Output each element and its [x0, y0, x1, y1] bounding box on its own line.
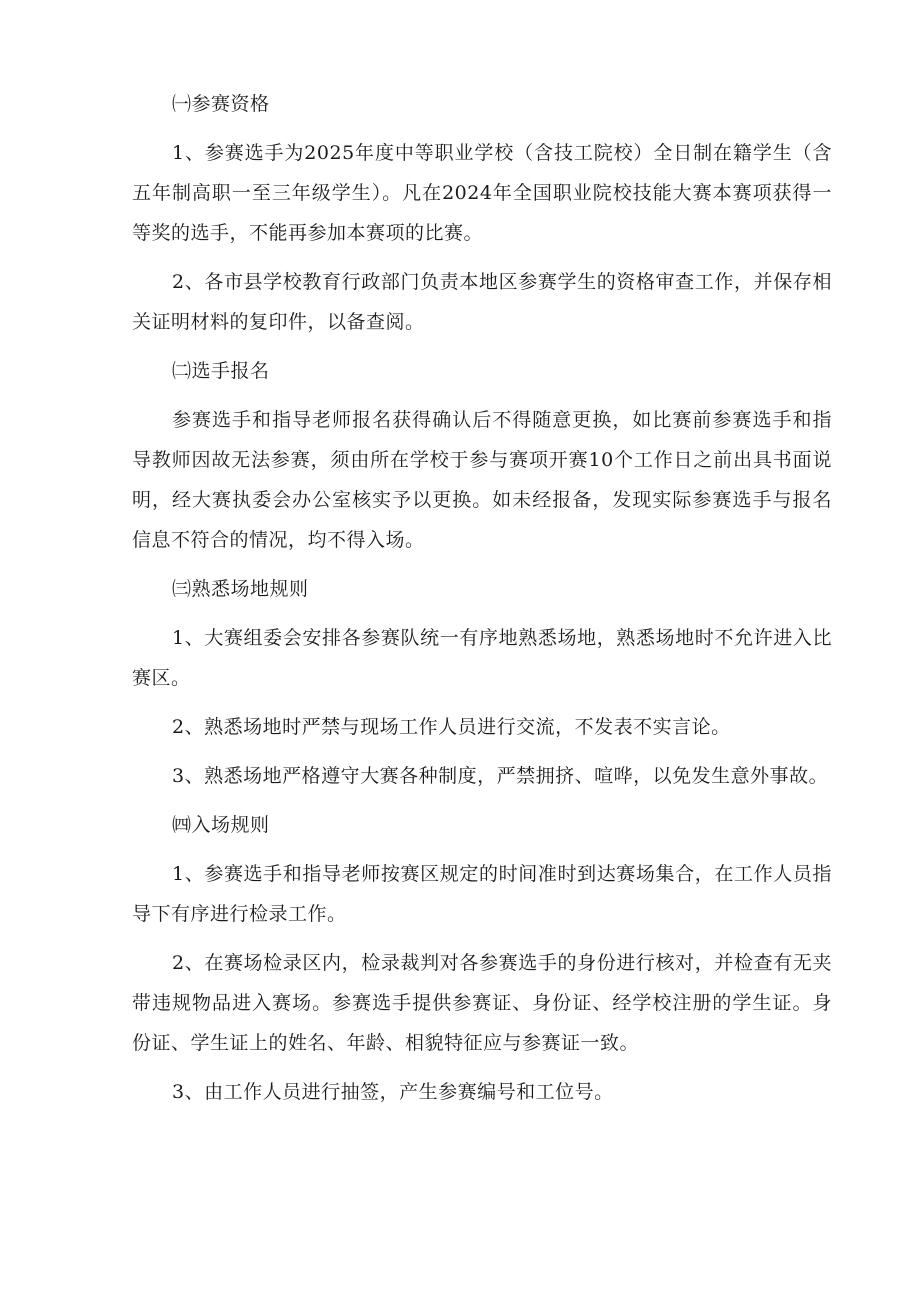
paragraph: 3、由工作人员进行抽签，产生参赛编号和工位号。: [172, 1081, 614, 1103]
section-heading-venue-familiarization: ㈢熟悉场地规则: [172, 578, 309, 600]
section-heading-entry-rules: ㈣入场规则: [172, 814, 270, 836]
paragraph: 1、参赛选手为2025年度中等职业学校（含技工院校）全日制在籍学生（含五年制高职一至三年级学生）。凡在2024年全国职业院校技能大赛本赛项获得一等奖的选手，不能再参加本赛项的比赛。: [132, 142, 832, 244]
paragraph: 参赛选手和指导老师报名获得确认后不得随意更换，如比赛前参赛选手和指导教师因故无法参赛，须由所在学校于参与赛项开赛10个工作日之前出具书面说明，经大赛执委会办公室核实予以更换。如未经报备，发现实际参赛选手与报名信息不符合的情况，均不得入场。: [132, 409, 832, 551]
section-heading-eligibility: ㈠参赛资格: [172, 93, 270, 115]
paragraph: 2、在赛场检录区内，检录裁判对各参赛选手的身份进行核对，并检查有无夹带违规物品进入赛场。参赛选手提供参赛证、身份证、经学校注册的学生证。身份证、学生证上的姓名、年龄、相貌特征应与参赛证一致。: [132, 952, 832, 1054]
paragraph: 1、大赛组委会安排各参赛队统一有序地熟悉场地，熟悉场地时不允许进入比赛区。: [132, 627, 832, 689]
paragraph: 1、参赛选手和指导老师按赛区规定的时间准时到达赛场集合，在工作人员指导下有序进行检录工作。: [132, 863, 832, 925]
paragraph: 2、熟悉场地时严禁与现场工作人员进行交流，不发表不实言论。: [172, 716, 731, 738]
section-heading-registration: ㈡选手报名: [172, 360, 270, 382]
document-page: [132, 84, 832, 1121]
paragraph: 2、各市县学校教育行政部门负责本地区参赛学生的资格审查工作，并保存相关证明材料的复印件，以备查阅。: [132, 271, 832, 333]
paragraph: 3、熟悉场地严格遵守大赛各种制度，严禁拥挤、喧哗，以免发生意外事故。: [172, 765, 829, 787]
